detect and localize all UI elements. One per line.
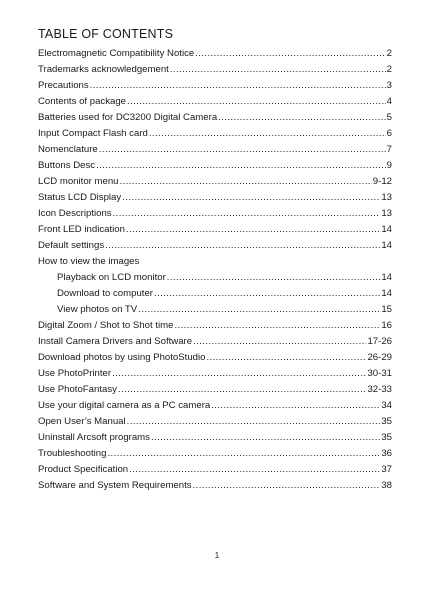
dot-leader <box>174 318 380 334</box>
toc-entry-page: 5 <box>386 112 392 123</box>
toc-entry-label: Install Camera Drivers and Software <box>38 336 193 347</box>
toc-entry-label: Product Specification <box>38 464 129 475</box>
page-number: 1 <box>214 551 220 560</box>
toc-entry-label: Use PhotoPrinter <box>38 368 112 379</box>
toc-entry-page: 14 <box>381 240 392 251</box>
toc-entry <box>38 446 392 462</box>
toc-entry <box>38 110 392 126</box>
dot-leader <box>127 94 386 110</box>
toc-entry-label: How to view the images <box>38 256 140 267</box>
toc-entry-label: Use PhotoFantasy <box>38 384 117 395</box>
toc-entry <box>38 382 392 398</box>
toc-list <box>38 46 392 494</box>
dot-leader <box>96 158 386 174</box>
dot-leader <box>211 398 380 414</box>
dot-leader <box>193 334 366 350</box>
dot-leader <box>167 270 381 286</box>
toc-entry <box>38 62 392 78</box>
toc-entry-page: 9-12 <box>372 176 392 187</box>
dot-leader <box>105 238 380 254</box>
toc-entry <box>38 78 392 94</box>
toc-entry <box>38 206 392 222</box>
toc-entry-page: 3 <box>386 80 392 91</box>
toc-entry-label: View photos on TV <box>57 304 138 315</box>
dot-leader <box>122 190 380 206</box>
toc-entry-label: Download photos by using PhotoStudio <box>38 352 206 363</box>
toc-entry <box>38 478 392 494</box>
toc-entry-page: 2 <box>386 64 392 75</box>
toc-entry <box>38 286 392 302</box>
dot-leader <box>170 62 386 78</box>
toc-entry-label: Input Compact Flash card <box>38 128 148 139</box>
toc-entry-page: 14 <box>381 224 392 235</box>
toc-entry <box>38 126 392 142</box>
dot-leader <box>154 286 380 302</box>
toc-entry-label: Digital Zoom / Shot to Shot time <box>38 320 174 331</box>
toc-entry-label: Precautions <box>38 80 89 91</box>
toc-entry <box>38 270 392 286</box>
dot-leader <box>113 206 381 222</box>
toc-entry <box>38 462 392 478</box>
toc-entry <box>38 334 392 350</box>
toc-entry-page: 16 <box>381 320 392 331</box>
dot-leader <box>99 142 386 158</box>
toc-entry-label: Batteries used for DC3200 Digital Camera <box>38 112 218 123</box>
toc-entry-page: 17-26 <box>367 336 392 347</box>
toc-entry-page: 32-33 <box>367 384 392 395</box>
toc-entry-page: 13 <box>381 192 392 203</box>
toc-entry-label: Icon Descriptions <box>38 208 112 219</box>
toc-entry-page: 35 <box>381 432 392 443</box>
toc-entry-page: 30-31 <box>367 368 392 379</box>
dot-leader <box>112 366 366 382</box>
toc-entry-page: 37 <box>381 464 392 475</box>
toc-entry <box>38 174 392 190</box>
toc-title: TABLE OF CONTENTS <box>38 27 174 41</box>
dot-leader <box>107 446 380 462</box>
toc-entry-label: Buttons Desc <box>38 160 96 171</box>
dot-leader <box>193 478 381 494</box>
toc-entry <box>38 414 392 430</box>
toc-entry-label: Use your digital camera as a PC camera <box>38 400 211 411</box>
toc-entry <box>38 366 392 382</box>
dot-leader <box>90 78 386 94</box>
toc-entry-label: Troubleshooting <box>38 448 107 459</box>
toc-entry <box>38 398 392 414</box>
toc-entry-page: 4 <box>386 96 392 107</box>
toc-entry-label: Front LED indication <box>38 224 125 235</box>
toc-entry-label: Software and System Requirements <box>38 480 192 491</box>
dot-leader <box>195 46 385 62</box>
toc-entry <box>38 190 392 206</box>
toc-entry-page: 14 <box>381 272 392 283</box>
toc-entry-label: LCD monitor menu <box>38 176 119 187</box>
toc-entry-page: 38 <box>381 480 392 491</box>
toc-entry-page: 7 <box>386 144 392 155</box>
toc-entry-label: Default settings <box>38 240 105 251</box>
dot-leader <box>149 126 386 142</box>
toc-entry-page: 9 <box>386 160 392 171</box>
dot-leader <box>206 350 366 366</box>
toc-entry-label: Playback on LCD monitor <box>57 272 166 283</box>
toc-entry-page: 6 <box>386 128 392 139</box>
toc-entry-page: 14 <box>381 288 392 299</box>
toc-entry-label: Status LCD Display <box>38 192 122 203</box>
dot-leader <box>138 302 380 318</box>
toc-entry-label: Open User’s Manual <box>38 416 126 427</box>
toc-entry <box>38 222 392 238</box>
toc-entry-label: Electromagnetic Compatibility Notice <box>38 48 195 59</box>
toc-entry-label: Uninstall Arcsoft programs <box>38 432 150 443</box>
toc-entry <box>38 94 392 110</box>
toc-entry <box>38 430 392 446</box>
toc-entry-page: 13 <box>381 208 392 219</box>
toc-entry <box>38 350 392 366</box>
toc-entry <box>38 238 392 254</box>
toc-entry-label: Contents of package <box>38 96 127 107</box>
toc-entry-page: 26-29 <box>367 352 392 363</box>
toc-entry-page: 15 <box>381 304 392 315</box>
dot-leader <box>118 382 367 398</box>
toc-entry-page: 35 <box>381 416 392 427</box>
toc-entry-label: Download to computer <box>57 288 153 299</box>
toc-entry <box>38 142 392 158</box>
toc-entry <box>38 302 392 318</box>
dot-leader <box>151 430 380 446</box>
toc-entry <box>38 158 392 174</box>
toc-entry <box>38 46 392 62</box>
dot-leader <box>127 414 381 430</box>
toc-entry-page: 36 <box>381 448 392 459</box>
toc-entry-label: Nomenclature <box>38 144 98 155</box>
dot-leader <box>126 222 380 238</box>
toc-entry-page: 2 <box>386 48 392 59</box>
toc-entry-page: 34 <box>381 400 392 411</box>
toc-entry <box>38 318 392 334</box>
dot-leader <box>129 462 380 478</box>
toc-entry <box>38 254 392 270</box>
dot-leader <box>218 110 385 126</box>
dot-leader <box>120 174 372 190</box>
toc-entry-label: Trademarks acknowledgement <box>38 64 169 75</box>
